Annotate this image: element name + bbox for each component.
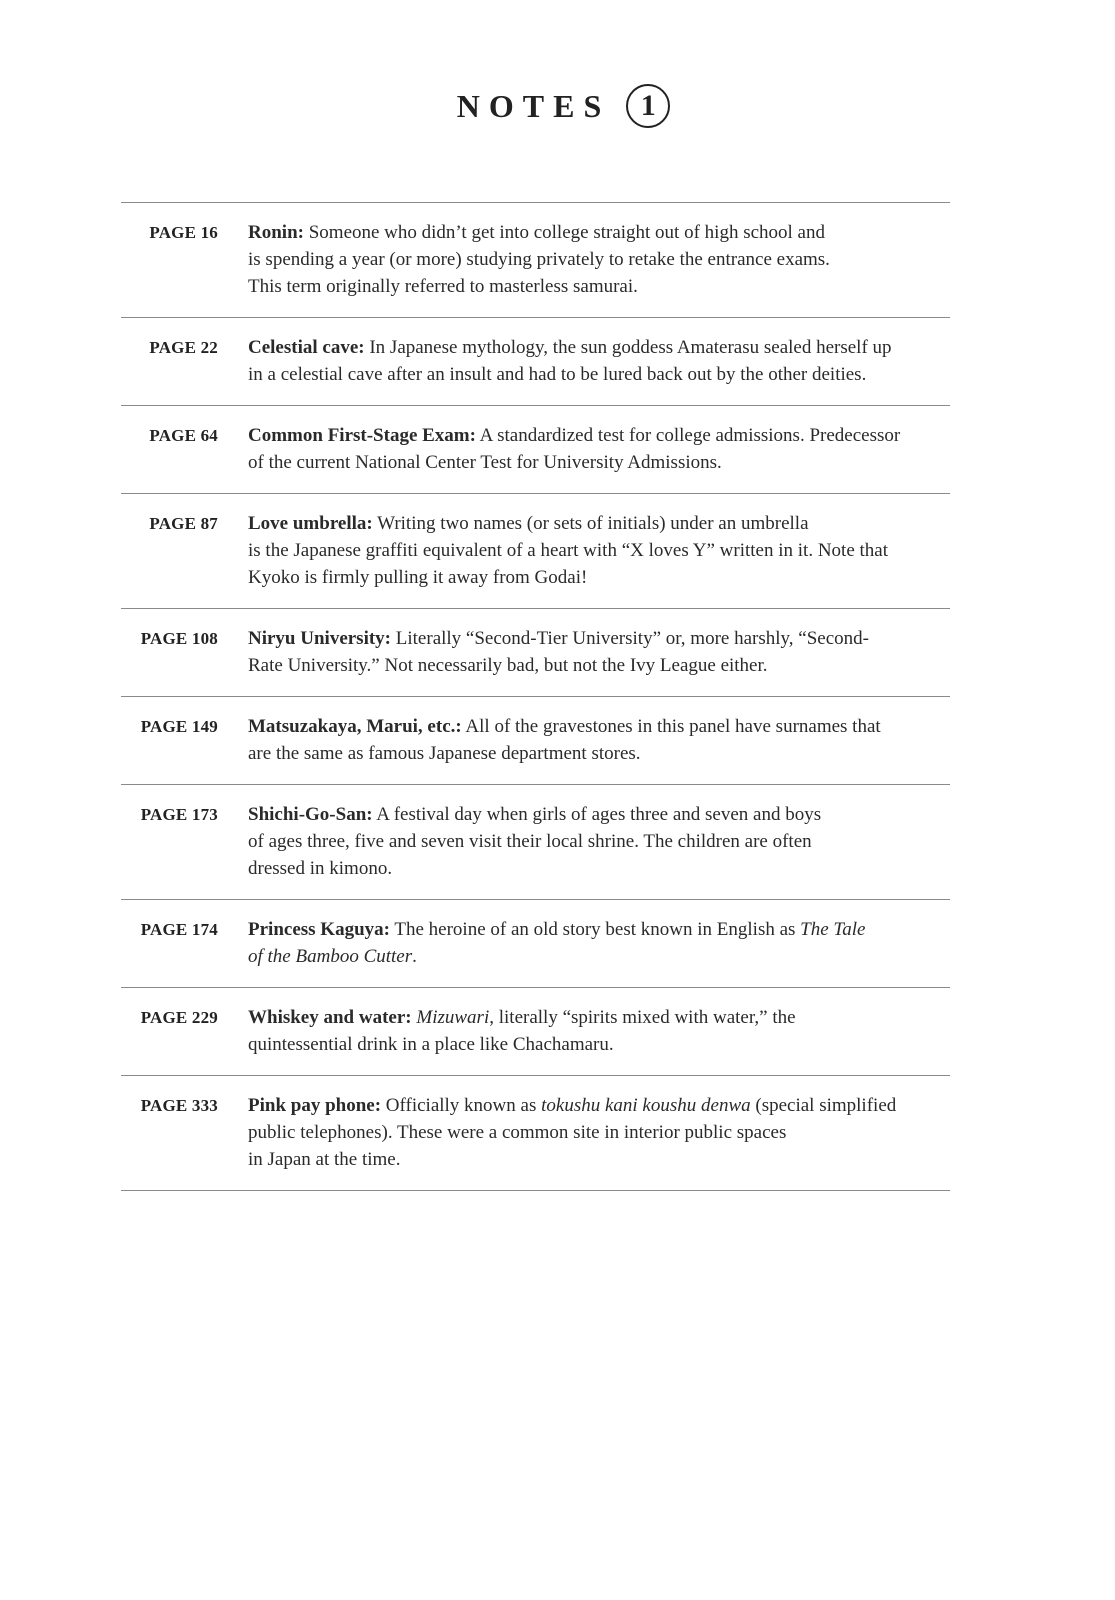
note-row xyxy=(121,406,950,494)
note-text-segment: All of the gravestones in this panel have surnames that xyxy=(461,716,881,737)
note-page-label: PAGE 333 xyxy=(140,1096,218,1115)
note-text-segment: of ages three, five and seven visit their local shrine. The children are often xyxy=(248,831,812,852)
note-text-segment: The Tale xyxy=(800,919,866,940)
note-page-label: PAGE 229 xyxy=(140,1008,218,1027)
note-row xyxy=(121,697,950,785)
note-page-label: PAGE 108 xyxy=(140,629,218,648)
note-text-segment: dressed in kimono. xyxy=(248,858,393,879)
note-text xyxy=(248,334,938,388)
note-text xyxy=(248,1092,938,1173)
note-term: Pink pay phone: xyxy=(248,1095,382,1116)
note-row xyxy=(121,900,950,988)
note-text-segment: Mizuwari xyxy=(416,1007,490,1028)
page-header xyxy=(0,84,1115,128)
note-text-segment: are the same as famous Japanese department stores. xyxy=(248,743,641,764)
note-term: Common First-Stage Exam: xyxy=(248,425,476,446)
note-term: Niryu University: xyxy=(248,628,392,649)
note-text-segment: In Japanese mythology, the sun goddess Amaterasu sealed herself up xyxy=(364,337,892,358)
note-row xyxy=(121,1076,950,1191)
note-text xyxy=(248,625,938,679)
notes-table xyxy=(121,202,950,1191)
note-text-segment: in Japan at the time. xyxy=(248,1149,401,1170)
note-text-segment: quintessential drink in a place like Chachamaru. xyxy=(248,1034,614,1055)
note-term: Shichi-Go-San: xyxy=(248,804,373,825)
note-term: Love umbrella: xyxy=(248,513,373,534)
note-text-segment: A festival day when girls of ages three and seven and boys xyxy=(372,804,822,825)
note-text xyxy=(248,422,938,476)
note-text-segment: of the current National Center Test for University Admissions. xyxy=(248,452,722,473)
note-text-segment: This term originally referred to masterless samurai. xyxy=(248,276,638,297)
note-term: Matsuzakaya, Marui, etc.: xyxy=(248,716,462,737)
note-page-label: PAGE 149 xyxy=(140,717,218,736)
note-text-segment: Kyoko is firmly pulling it away from Godai! xyxy=(248,567,588,588)
note-page-label: PAGE 16 xyxy=(149,223,218,242)
note-text-segment: (special simplified xyxy=(750,1095,897,1116)
note-text xyxy=(248,510,938,591)
note-page-label: PAGE 173 xyxy=(140,805,218,824)
note-text-segment: public telephones). These were a common site in interior public spaces xyxy=(248,1122,787,1143)
note-text-segment: Rate University.” Not necessarily bad, but not the Ivy League either. xyxy=(248,655,768,676)
note-row xyxy=(121,609,950,697)
note-text-segment: Literally “Second-Tier University” or, more harshly, “Second- xyxy=(391,628,869,649)
note-text-segment: is the Japanese graffiti equivalent of a heart with “X loves Y” written in it. Note that xyxy=(248,540,888,561)
note-text-segment: , literally “spirits mixed with water,” the xyxy=(489,1007,796,1028)
note-text-segment: Writing two names (or sets of initials) under an umbrella xyxy=(372,513,809,534)
note-row xyxy=(121,988,950,1076)
note-term: Princess Kaguya: xyxy=(248,919,390,940)
note-text xyxy=(248,801,938,882)
note-term: Ronin: xyxy=(248,222,304,243)
note-text-segment: Someone who didn’t get into college straight out of high school and xyxy=(303,222,825,243)
note-text-segment: A standardized test for college admissions. Predecessor xyxy=(475,425,901,446)
note-page-label: PAGE 64 xyxy=(149,426,218,445)
note-text-segment: is spending a year (or more) studying privately to retake the entrance exams. xyxy=(248,249,830,270)
note-row xyxy=(121,203,950,318)
note-page-label: PAGE 87 xyxy=(149,514,218,533)
note-text-segment: Officially known as xyxy=(381,1095,542,1116)
volume-number-badge: 1 xyxy=(626,84,670,128)
note-text-segment: in a celestial cave after an insult and had to be lured back out by the other deities. xyxy=(248,364,867,385)
note-text xyxy=(248,713,938,767)
note-text-segment: . xyxy=(412,946,417,967)
note-row xyxy=(121,785,950,900)
page-title: NOTES xyxy=(456,87,611,124)
note-term: Whiskey and water: xyxy=(248,1007,412,1028)
note-text-segment: The heroine of an old story best known in English as xyxy=(389,919,801,940)
note-term: Celestial cave: xyxy=(248,337,365,358)
note-text xyxy=(248,1004,938,1058)
note-text-segment: of the Bamboo Cutter xyxy=(248,946,413,967)
note-text-segment: tokushu kani koushu denwa xyxy=(541,1095,751,1116)
note-text xyxy=(248,219,938,300)
note-text xyxy=(248,916,938,970)
note-page-label: PAGE 22 xyxy=(149,338,218,357)
note-row xyxy=(121,494,950,609)
note-page-label: PAGE 174 xyxy=(140,920,218,939)
note-row xyxy=(121,318,950,406)
